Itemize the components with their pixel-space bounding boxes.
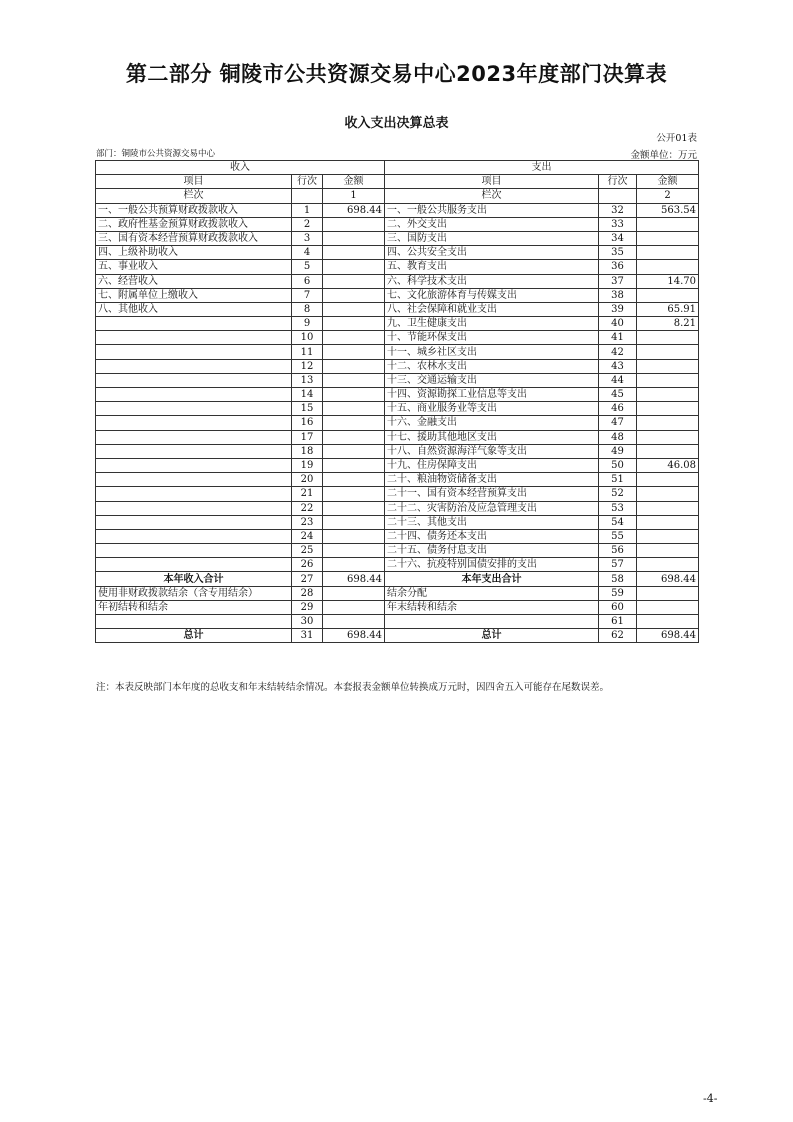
income-row-number: 28 [292, 586, 323, 600]
expense-item: 二十五、债务付息支出 [385, 544, 599, 558]
income-row-number: 6 [292, 274, 323, 288]
income-row-number: 25 [292, 544, 323, 558]
expense-amount: 14.70 [637, 274, 699, 288]
income-item [96, 473, 292, 487]
income-amount [323, 359, 385, 373]
expense-item: 二十、粮油物资储备支出 [385, 473, 599, 487]
expense-item [385, 615, 599, 629]
expense-amount [637, 345, 699, 359]
expense-row-number: 43 [599, 359, 637, 373]
income-row-number: 18 [292, 444, 323, 458]
expense-row-number: 35 [599, 246, 637, 260]
table-row [96, 260, 699, 274]
expense-row-number: 34 [599, 231, 637, 245]
income-item [96, 345, 292, 359]
income-amount [323, 586, 385, 600]
expense-row-number: 55 [599, 529, 637, 543]
table-row [96, 373, 699, 387]
expense-item: 十六、金融支出 [385, 416, 599, 430]
table-row [96, 430, 699, 444]
income-item-header: 项目 [96, 175, 292, 189]
expense-row-number: 60 [599, 600, 637, 614]
table-row [96, 217, 699, 231]
expense-item: 六、科学技术支出 [385, 274, 599, 288]
income-column-index: 1 [323, 189, 385, 203]
expense-item: 九、卫生健康支出 [385, 317, 599, 331]
income-amount [323, 544, 385, 558]
income-item: 六、经营收入 [96, 274, 292, 288]
expense-item: 十五、商业服务业等支出 [385, 402, 599, 416]
expense-item: 十三、交通运输支出 [385, 373, 599, 387]
income-item [96, 402, 292, 416]
expense-section-header: 支出 [385, 161, 699, 175]
expense-row-number: 51 [599, 473, 637, 487]
expense-amount [637, 288, 699, 302]
table-row [96, 359, 699, 373]
table-row [96, 458, 699, 472]
expense-amount: 698.44 [637, 629, 699, 643]
expense-row-number: 56 [599, 544, 637, 558]
expense-item: 二十一、国有资本经营预算支出 [385, 487, 599, 501]
income-row-number: 27 [292, 572, 323, 586]
income-amount [323, 317, 385, 331]
income-row-number: 17 [292, 430, 323, 444]
table-title: 收入支出决算总表 [344, 116, 449, 131]
expense-row-number: 62 [599, 629, 637, 643]
expense-item: 二十三、其他支出 [385, 515, 599, 529]
income-row-number: 4 [292, 246, 323, 260]
expense-amount [637, 515, 699, 529]
income-item [96, 416, 292, 430]
income-amount [323, 558, 385, 572]
income-amount [323, 529, 385, 543]
expense-amount [637, 544, 699, 558]
table-row [96, 529, 699, 543]
column-header-row [96, 175, 699, 189]
expense-item: 四、公共安全支出 [385, 246, 599, 260]
expense-row-number: 54 [599, 515, 637, 529]
income-amount [323, 345, 385, 359]
expense-amount [637, 529, 699, 543]
expense-item: 二十二、灾害防治及应急管理支出 [385, 501, 599, 515]
expense-item: 年末结转和结余 [385, 600, 599, 614]
table-row [96, 544, 699, 558]
income-row-number: 10 [292, 331, 323, 345]
expense-amount-header: 金额 [637, 175, 699, 189]
table-row [96, 615, 699, 629]
income-item [96, 444, 292, 458]
expense-amount [637, 558, 699, 572]
expense-item: 十八、自然资源海洋气象等支出 [385, 444, 599, 458]
expense-amount: 8.21 [637, 317, 699, 331]
expense-row-number: 61 [599, 615, 637, 629]
income-amount [323, 302, 385, 316]
income-item: 七、附属单位上缴收入 [96, 288, 292, 302]
income-row-number: 8 [292, 302, 323, 316]
expense-row-number: 46 [599, 402, 637, 416]
expense-row-number: 39 [599, 302, 637, 316]
expense-item: 八、社会保障和就业支出 [385, 302, 599, 316]
expense-item: 五、教育支出 [385, 260, 599, 274]
expense-item: 二、外交支出 [385, 217, 599, 231]
income-row-number: 20 [292, 473, 323, 487]
expense-row-header: 行次 [599, 175, 637, 189]
income-amount [323, 388, 385, 402]
income-item: 五、事业收入 [96, 260, 292, 274]
income-amount [323, 444, 385, 458]
income-amount [323, 246, 385, 260]
expense-index-label: 栏次 [385, 189, 599, 203]
table-row [96, 246, 699, 260]
expense-amount [637, 501, 699, 515]
expense-row-number: 50 [599, 458, 637, 472]
expense-summary-label: 总计 [385, 629, 599, 643]
expense-amount: 563.54 [637, 203, 699, 217]
unit-label: 金额单位：万元 [630, 150, 697, 161]
income-row-number: 14 [292, 388, 323, 402]
expense-row-number: 57 [599, 558, 637, 572]
income-amount [323, 260, 385, 274]
expense-item: 七、文化旅游体育与传媒支出 [385, 288, 599, 302]
income-row-number: 19 [292, 458, 323, 472]
expense-amount [637, 217, 699, 231]
income-row-number: 24 [292, 529, 323, 543]
income-amount [323, 416, 385, 430]
income-amount [323, 231, 385, 245]
income-row-number: 3 [292, 231, 323, 245]
expense-item: 一、一般公共服务支出 [385, 203, 599, 217]
table-row [96, 416, 699, 430]
expense-summary-label: 本年支出合计 [385, 572, 599, 586]
income-item: 四、上级补助收入 [96, 246, 292, 260]
income-item [96, 317, 292, 331]
page-title: 第二部分 铜陵市公共资源交易中心2023年度部门决算表 [125, 62, 668, 86]
expense-amount [637, 615, 699, 629]
income-row-header: 行次 [292, 175, 323, 189]
expense-row-number: 33 [599, 217, 637, 231]
table-row [96, 473, 699, 487]
income-item: 使用非财政拨款结余（含专用结余） [96, 586, 292, 600]
table-row [96, 288, 699, 302]
income-amount [323, 501, 385, 515]
expense-amount [637, 359, 699, 373]
income-row-number: 21 [292, 487, 323, 501]
expense-row-number: 44 [599, 373, 637, 387]
income-amount-header: 金额 [323, 175, 385, 189]
table-row [96, 586, 699, 600]
expense-amount: 65.91 [637, 302, 699, 316]
expense-index-blank [599, 189, 637, 203]
expense-row-number: 42 [599, 345, 637, 359]
table-row [96, 388, 699, 402]
expense-amount [637, 586, 699, 600]
table-row [96, 558, 699, 572]
expense-row-number: 41 [599, 331, 637, 345]
footnote: 注：本表反映部门本年度的总收支和年末结转结余情况。本套报表金额单位转换成万元时，因四舍五入可能存在尾数误差。 [96, 682, 610, 693]
expense-amount [637, 402, 699, 416]
expense-amount [637, 388, 699, 402]
subtotal-row [96, 572, 699, 586]
income-item: 二、政府性基金预算财政拨款收入 [96, 217, 292, 231]
expense-item: 十四、资源勘探工业信息等支出 [385, 388, 599, 402]
income-row-number: 12 [292, 359, 323, 373]
income-summary-label: 本年收入合计 [96, 572, 292, 586]
expense-item: 十九、住房保障支出 [385, 458, 599, 472]
expense-amount [637, 444, 699, 458]
income-row-number: 29 [292, 600, 323, 614]
income-amount: 698.44 [323, 572, 385, 586]
income-item [96, 388, 292, 402]
income-amount [323, 288, 385, 302]
column-index-row [96, 189, 699, 203]
income-row-number: 23 [292, 515, 323, 529]
income-amount [323, 331, 385, 345]
expense-item: 结余分配 [385, 586, 599, 600]
income-item [96, 558, 292, 572]
table-row [96, 402, 699, 416]
expense-column-index: 2 [637, 189, 699, 203]
expense-item: 三、国防支出 [385, 231, 599, 245]
expense-row-number: 59 [599, 586, 637, 600]
total-row [96, 629, 699, 643]
income-amount [323, 487, 385, 501]
expense-item-header: 项目 [385, 175, 599, 189]
expense-row-number: 58 [599, 572, 637, 586]
expense-amount: 698.44 [637, 572, 699, 586]
table-row [96, 203, 699, 217]
income-row-number: 16 [292, 416, 323, 430]
income-item: 年初结转和结余 [96, 600, 292, 614]
income-item: 三、国有资本经营预算财政拨款收入 [96, 231, 292, 245]
expense-row-number: 48 [599, 430, 637, 444]
expense-amount: 46.08 [637, 458, 699, 472]
table-row [96, 501, 699, 515]
expense-amount [637, 487, 699, 501]
income-item [96, 544, 292, 558]
income-amount [323, 274, 385, 288]
income-row-number: 5 [292, 260, 323, 274]
income-section-header: 收入 [96, 161, 385, 175]
expense-row-number: 53 [599, 501, 637, 515]
expense-item: 十七、援助其他地区支出 [385, 430, 599, 444]
income-amount [323, 458, 385, 472]
income-amount [323, 600, 385, 614]
table-row [96, 515, 699, 529]
income-item: 一、一般公共预算财政拨款收入 [96, 203, 292, 217]
income-amount [323, 615, 385, 629]
expense-item: 十、节能环保支出 [385, 331, 599, 345]
income-item [96, 458, 292, 472]
expense-amount [637, 473, 699, 487]
table-row [96, 345, 699, 359]
section-header-row [96, 161, 699, 175]
expense-row-number: 32 [599, 203, 637, 217]
expense-row-number: 37 [599, 274, 637, 288]
expense-amount [637, 600, 699, 614]
income-row-number: 31 [292, 629, 323, 643]
income-amount: 698.44 [323, 203, 385, 217]
expense-amount [637, 373, 699, 387]
income-item [96, 430, 292, 444]
expense-amount [637, 231, 699, 245]
table-row [96, 231, 699, 245]
table-row [96, 302, 699, 316]
table-row [96, 317, 699, 331]
income-row-number: 2 [292, 217, 323, 231]
income-amount: 698.44 [323, 629, 385, 643]
income-row-number: 1 [292, 203, 323, 217]
income-row-number: 26 [292, 558, 323, 572]
income-item [96, 487, 292, 501]
expense-row-number: 49 [599, 444, 637, 458]
expense-row-number: 36 [599, 260, 637, 274]
expense-amount [637, 331, 699, 345]
income-index-label: 栏次 [96, 189, 292, 203]
income-item: 八、其他收入 [96, 302, 292, 316]
expense-row-number: 38 [599, 288, 637, 302]
form-code: 公开01表 [656, 133, 697, 144]
income-row-number: 11 [292, 345, 323, 359]
table-row [96, 331, 699, 345]
expense-row-number: 47 [599, 416, 637, 430]
expense-item: 十二、农林水支出 [385, 359, 599, 373]
table-row [96, 444, 699, 458]
expense-item: 二十四、债务还本支出 [385, 529, 599, 543]
income-item [96, 615, 292, 629]
department-label: 部门：铜陵市公共资源交易中心 [96, 149, 216, 159]
page-number: -4- [703, 1092, 718, 1105]
expense-amount [637, 260, 699, 274]
expense-amount [637, 430, 699, 444]
table-row [96, 600, 699, 614]
income-item [96, 373, 292, 387]
income-row-number: 9 [292, 317, 323, 331]
income-item [96, 331, 292, 345]
expense-item: 二十六、抗疫特别国债安排的支出 [385, 558, 599, 572]
income-row-number: 13 [292, 373, 323, 387]
expense-row-number: 52 [599, 487, 637, 501]
income-amount [323, 402, 385, 416]
expense-row-number: 40 [599, 317, 637, 331]
expense-amount [637, 246, 699, 260]
income-row-number: 15 [292, 402, 323, 416]
income-item [96, 529, 292, 543]
income-amount [323, 473, 385, 487]
income-index-blank [292, 189, 323, 203]
income-item [96, 501, 292, 515]
income-amount [323, 217, 385, 231]
expense-amount [637, 416, 699, 430]
income-summary-label: 总计 [96, 629, 292, 643]
income-amount [323, 373, 385, 387]
expense-row-number: 45 [599, 388, 637, 402]
income-item [96, 515, 292, 529]
expense-item: 十一、城乡社区支出 [385, 345, 599, 359]
income-row-number: 22 [292, 501, 323, 515]
income-item [96, 359, 292, 373]
income-row-number: 30 [292, 615, 323, 629]
income-amount [323, 430, 385, 444]
table-row [96, 274, 699, 288]
income-amount [323, 515, 385, 529]
income-row-number: 7 [292, 288, 323, 302]
table-row [96, 487, 699, 501]
income-expense-table [95, 160, 699, 643]
